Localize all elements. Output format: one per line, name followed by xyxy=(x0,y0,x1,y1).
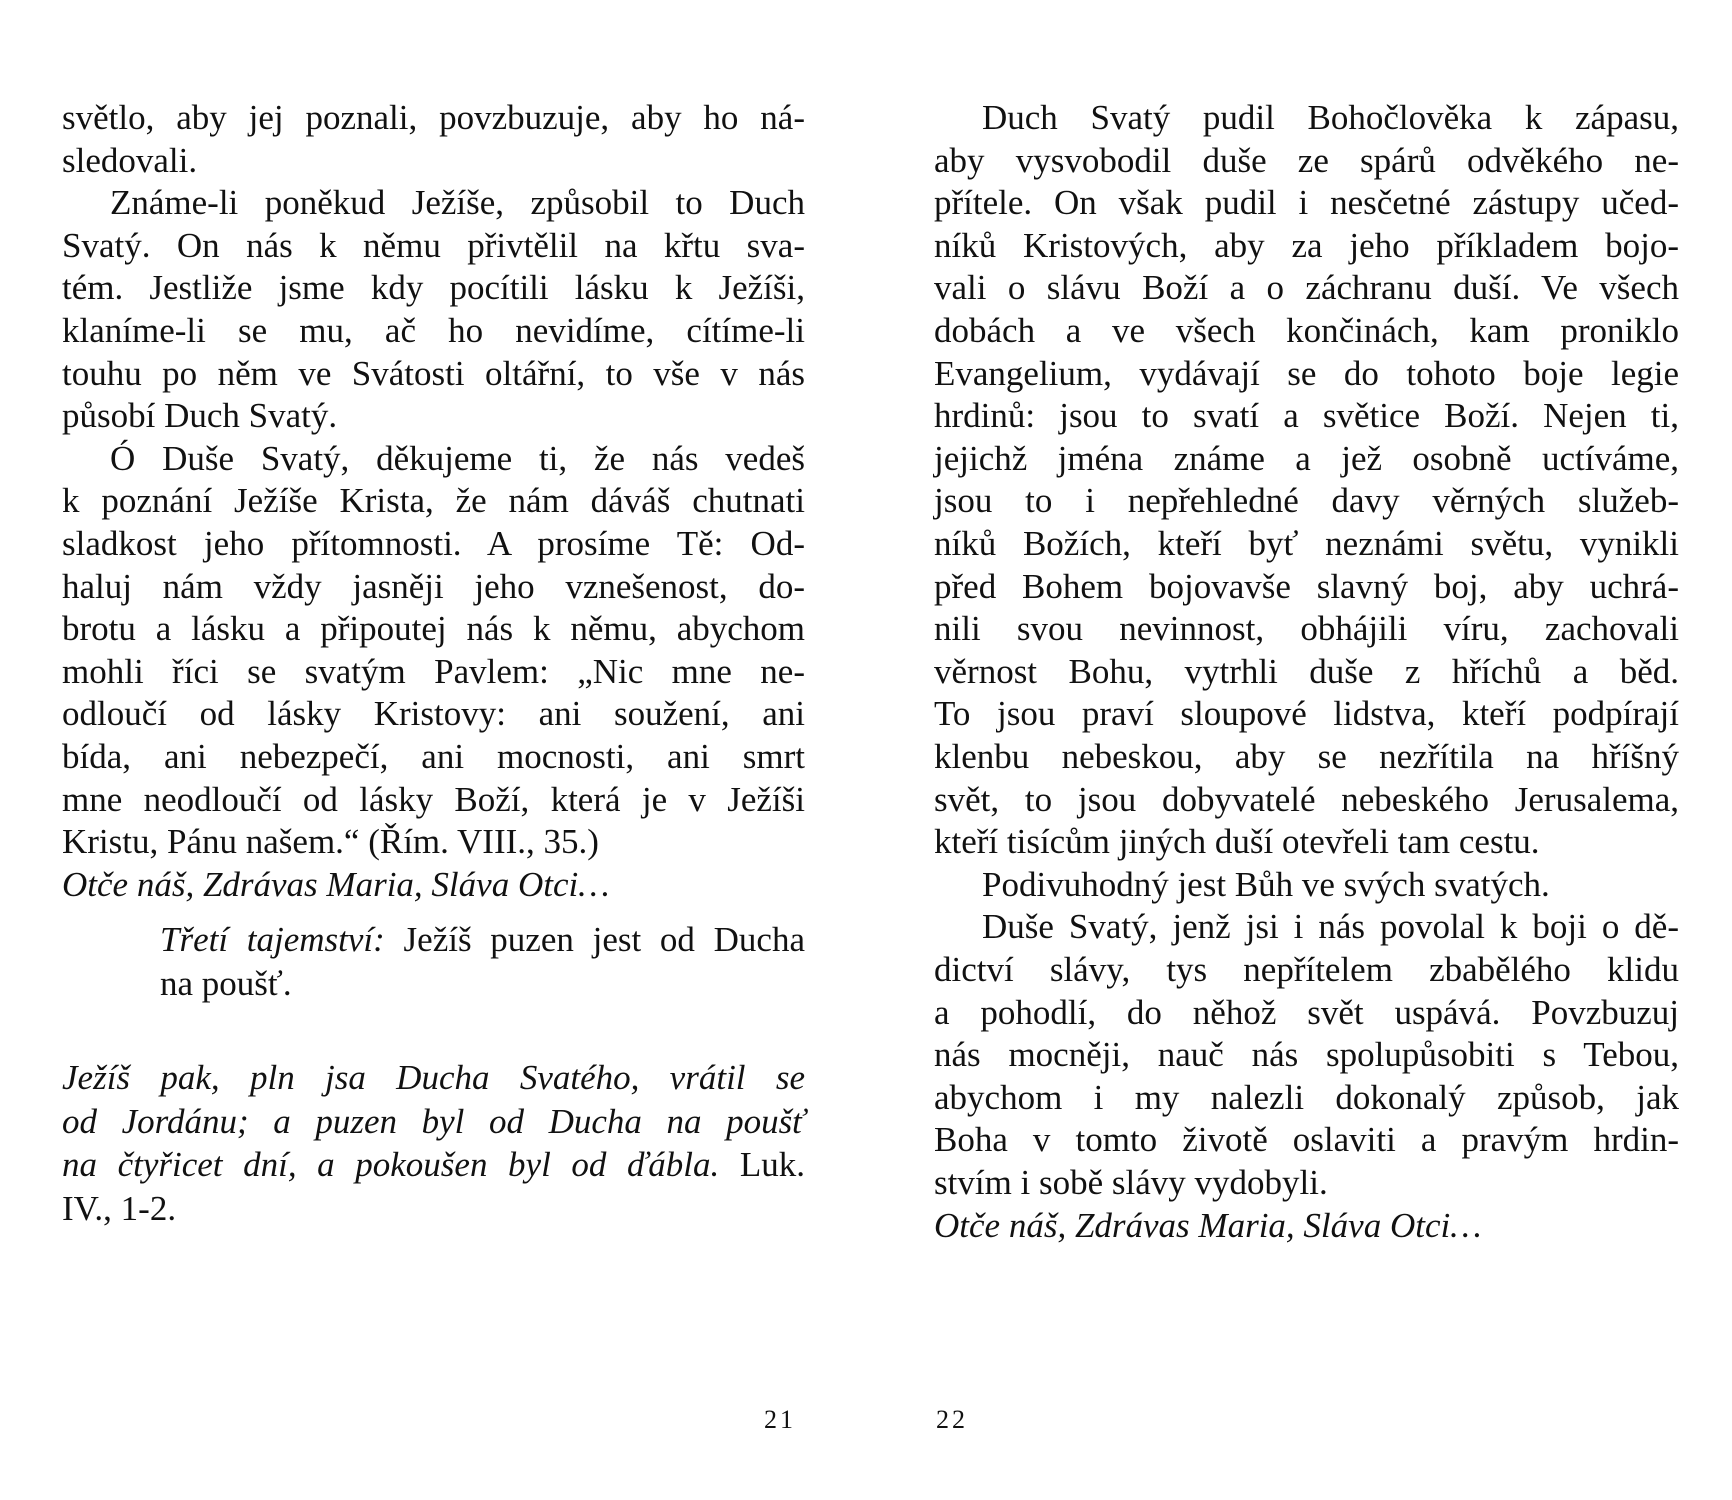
italic-text: Otče náš, Zdrávas Maria, Sláva Otci… xyxy=(62,864,610,904)
text-line xyxy=(934,522,1679,566)
regular-text: mohli říci se svatým Pavlem: „Nic mne ne- xyxy=(62,651,805,691)
regular-text: IV., 1-2. xyxy=(62,1188,177,1228)
text-line xyxy=(62,479,805,523)
page-number-left: 21 xyxy=(764,1405,796,1434)
regular-text: Duch Svatý pudil Bohočlověka k zápasu, xyxy=(982,98,1679,137)
regular-text: Evangelium, vydávají se do tohoto boje legie xyxy=(934,353,1679,393)
regular-text: vali o slávu Boží a o záchranu duší. Ve všech xyxy=(934,268,1679,308)
italic-text: Třetí tajemství: xyxy=(160,920,404,959)
text-line xyxy=(62,565,805,609)
text-line xyxy=(934,948,1679,992)
regular-text: stvím i sobě slávy vydobyli. xyxy=(934,1163,1328,1202)
regular-text: Podivuhodný jest Bůh ve svých svatých. xyxy=(982,864,1550,904)
regular-text: nili svou nevinnost, obhájili víru, zachovali xyxy=(934,609,1679,649)
regular-text: To jsou praví sloupové lidstva, kteří podpírají xyxy=(934,694,1679,734)
text-line xyxy=(62,1143,805,1187)
page-number-right: 22 xyxy=(936,1405,968,1434)
text-line xyxy=(934,352,1679,396)
regular-text: přítele. On však pudil i nesčetné zástupy učed- xyxy=(934,183,1679,223)
right-page xyxy=(866,0,1732,1500)
text-line xyxy=(62,863,805,907)
text-line xyxy=(934,1076,1679,1120)
text-line xyxy=(62,1187,805,1231)
regular-text: sladkost jeho přítomnosti. A prosíme Tě: Od- xyxy=(62,524,805,563)
text-line xyxy=(62,820,805,864)
italic-text: od Jordánu; a puzen byl od Ducha na poušť xyxy=(62,1101,805,1141)
text-line xyxy=(62,96,805,140)
regular-text: abychom i my nalezli dokonalý způsob, jak xyxy=(934,1077,1679,1117)
regular-text: níků Kristových, aby za jeho příkladem bojo- xyxy=(934,225,1679,265)
regular-text: věrnost Bohu, vytrhli duše z hříchů a běd. xyxy=(934,651,1679,691)
regular-text: bída, ani nebezpečí, ani mocnosti, ani smrt xyxy=(62,737,805,776)
regular-text: světlo, aby jej poznali, povzbuzuje, aby ho ná- xyxy=(62,98,805,137)
regular-text: Boha v tomto životě oslaviti a pravým hrdin- xyxy=(934,1120,1679,1160)
text-line xyxy=(62,522,805,566)
text-line xyxy=(934,181,1679,225)
text-line xyxy=(62,607,805,651)
regular-text: haluj nám vždy jasněji jeho vznešenost, do- xyxy=(62,566,805,606)
regular-text: Známe-li poněkud Ježíše, způsobil to Duch xyxy=(110,183,805,223)
regular-text: mne neodloučí od lásky Boží, která je v Ježíši xyxy=(62,779,805,819)
italic-text: Ježíš pak, pln jsa Ducha Svatého, vrátil se xyxy=(62,1058,805,1097)
text-line xyxy=(62,1100,805,1144)
text-line xyxy=(62,224,805,268)
text-line xyxy=(62,1056,805,1100)
text-line xyxy=(62,309,805,353)
text-line xyxy=(62,352,805,396)
regular-text: Luk. xyxy=(739,1145,805,1184)
text-line xyxy=(934,139,1679,183)
text-line xyxy=(934,224,1679,268)
text-line xyxy=(62,266,805,310)
text-line xyxy=(62,735,805,779)
text-line xyxy=(110,437,805,481)
regular-text: dictví slávy, tys nepřítelem zbabělého klidu xyxy=(934,950,1679,989)
regular-text: na poušť. xyxy=(160,964,292,1003)
italic-text: Otče náš, Zdrávas Maria, Sláva Otci… xyxy=(934,1205,1482,1245)
regular-text: odloučí od lásky Kristovy: ani soužení, ani xyxy=(62,694,805,734)
text-line xyxy=(62,394,805,438)
regular-text: níků Božích, kteří byť neznámi světu, vynikli xyxy=(934,524,1679,563)
italic-text: na čtyřicet dní, a pokoušen byl od ďábla. xyxy=(62,1145,740,1184)
regular-text: sledovali. xyxy=(62,140,198,180)
text-line xyxy=(934,479,1679,523)
regular-text: nás mocněji, nauč nás spolupůsobiti s Tebou, xyxy=(934,1035,1679,1075)
text-line xyxy=(62,139,805,183)
regular-text: Ježíš puzen jest od Ducha xyxy=(403,920,805,959)
text-line xyxy=(934,309,1679,353)
text-line xyxy=(934,1161,1679,1205)
text-line xyxy=(934,394,1679,438)
text-line xyxy=(982,96,1679,140)
regular-text: tém. Jestliže jsme kdy pocítili lásku k Ježíši, xyxy=(62,268,805,308)
text-line xyxy=(934,565,1679,609)
text-line xyxy=(160,962,805,1006)
text-line xyxy=(934,266,1679,310)
text-line xyxy=(110,181,805,225)
text-line xyxy=(160,918,805,962)
regular-text: jsou to i nepřehledné davy věrných služeb- xyxy=(934,481,1679,521)
regular-text: Ó Duše Svatý, děkujeme ti, že nás vedeš xyxy=(110,438,805,478)
text-line xyxy=(934,1204,1679,1248)
regular-text: dobách a ve všech končinách, kam proniklo xyxy=(934,311,1679,350)
text-line xyxy=(934,1118,1679,1162)
regular-text: Kristu, Pánu našem.“ (Řím. VIII., 35.) xyxy=(62,822,599,862)
text-line xyxy=(934,437,1679,481)
text-line xyxy=(62,692,805,736)
regular-text: před Bohem bojovavše slavný boj, aby uchrá- xyxy=(934,566,1679,606)
regular-text: k poznání Ježíše Krista, že nám dáváš chutnati xyxy=(62,481,805,521)
regular-text: Duše Svatý, jenž jsi i nás povolal k boji o dě- xyxy=(982,907,1679,947)
regular-text: Svatý. On nás k němu přivtělil na křtu sva- xyxy=(62,225,805,265)
text-line xyxy=(934,1033,1679,1077)
regular-text: klaníme-li se mu, ač ho nevidíme, cítíme-li xyxy=(62,311,805,350)
text-line xyxy=(934,991,1679,1035)
regular-text: klenbu nebeskou, aby se nezřítila na hříšný xyxy=(934,737,1679,776)
regular-text: aby vysvobodil duše ze spárů odvěkého ne- xyxy=(934,140,1679,180)
text-line xyxy=(62,650,805,694)
text-line xyxy=(934,778,1679,822)
text-line xyxy=(982,863,1679,907)
regular-text: hrdinů: jsou to svatí a světice Boží. Nejen ti, xyxy=(934,396,1679,436)
regular-text: a pohodlí, do něhož svět uspává. Povzbuzuj xyxy=(934,992,1679,1032)
regular-text: kteří tisícům jiných duší otevřeli tam cestu. xyxy=(934,822,1540,862)
text-line xyxy=(934,607,1679,651)
regular-text: svět, to jsou dobyvatelé nebeského Jerusalema, xyxy=(934,779,1679,819)
text-line xyxy=(934,650,1679,694)
regular-text: touhu po něm ve Svátosti oltářní, to vše v nás xyxy=(62,353,805,393)
text-line xyxy=(62,778,805,822)
regular-text: působí Duch Svatý. xyxy=(62,396,338,436)
regular-text: jejichž jména známe a jež osobně uctíváme, xyxy=(934,438,1679,478)
text-line xyxy=(934,735,1679,779)
text-line xyxy=(934,692,1679,736)
text-line xyxy=(934,820,1679,864)
text-line xyxy=(982,905,1679,949)
regular-text: brotu a lásku a připoutej nás k němu, abychom xyxy=(62,609,805,649)
